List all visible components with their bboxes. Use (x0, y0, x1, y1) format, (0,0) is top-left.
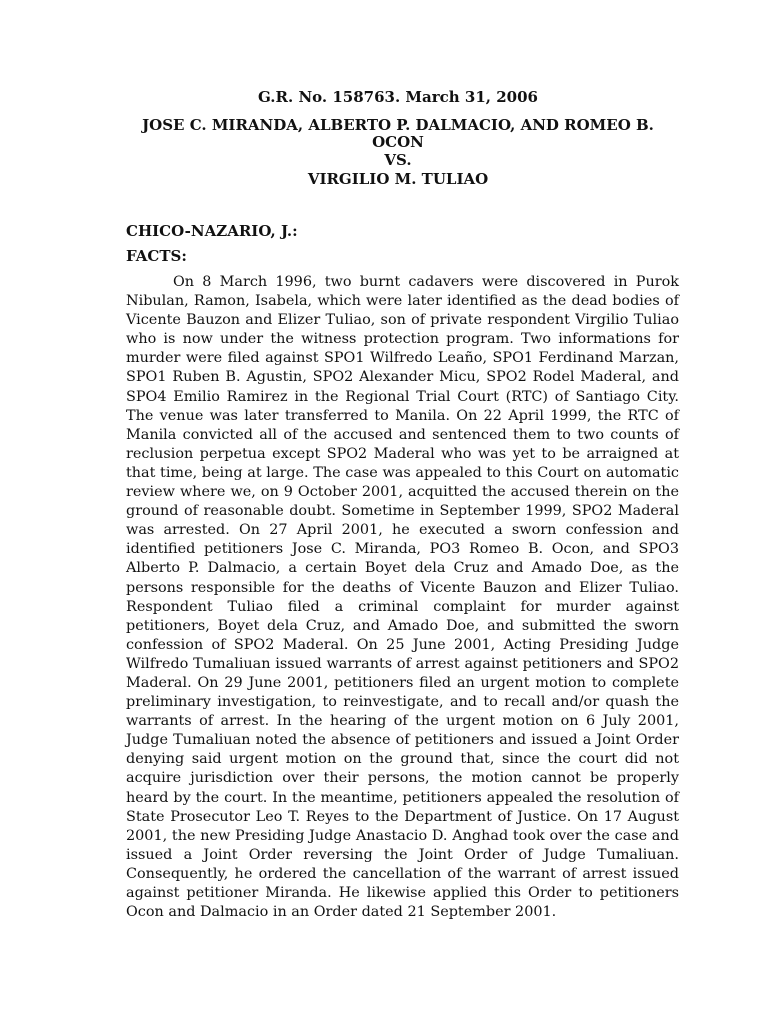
petitioners-line-2: OCON (372, 133, 424, 151)
case-number-date: G.R. No. 158763. March 31, 2006 (258, 88, 538, 106)
ponente: CHICO-NAZARIO, J.: (126, 222, 298, 240)
respondent-name: VIRGILIO M. TULIAO (307, 170, 489, 188)
facts-paragraph: On 8 March 1996, two burnt cadavers were discovered in Purok Nibulan, Ramon, Isabela, which were later identified as the dead bodies of Vicente Bauzon and Elizer Tuliao, son of private respondent Virgilio Tuliao who is now under the witness protection program. Two informations for murder were filed against SPO1 Wilfredo Leaño, SPO1 Ferdinand Marzan, SPO1 Ruben B. Agustin, SPO2 Alexander Micu, SPO2 Rodel Maderal, and SPO4 Emilio Ramirez in the Regional Trial Court (RTC) of Santiago City. The venue was later transferred to Manila. On 22 April 1999, the RTC of Manila convicted all of the accused and sentenced them to two counts of reclusion perpetua except SPO2 Maderal who was yet to be arraigned at that time, being at large. The case was appealed to this Court on automatic review where we, on 9 October 2001, acquitted the accused therein on the ground of reasonable doubt. Sometime in September 1999, SPO2 Maderal was arrested. On 27 April 2001, he executed a sworn confession and identified petitioners Jose C. Miranda, PO3 Romeo B. Ocon, and SPO3 Alberto P. Dalmacio, a certain Boyet dela Cruz and Amado Doe, as the persons responsible for the deaths of Vicente Bauzon and Elizer Tuliao. Respondent Tuliao filed a criminal complaint for murder against petitioners, Boyet dela Cruz, and Amado Doe, and submitted the sworn confession of SPO2 Maderal. On 25 June 2001, Acting Presiding Judge Wilfredo Tumaliuan issued warrants of arrest against petitioners and SPO2 Maderal. On 29 June 2001, petitioners filed an urgent motion to complete preliminary investigation, to reinvestigate, and to recall and/or quash the warrants of arrest. In the hearing of the urgent motion on 6 July 2001, Judge Tumaliuan noted the absence of petitioners and issued a Joint Order denying said urgent motion on the ground that, since the court did not acquire jurisdiction over their persons, the motion cannot be properly heard by the court. In the meantime, petitioners appealed the resolution of State Prosecutor Leo T. Reyes to the Department of Justice. On 17 August 2001, the new Presiding Judge Anastacio D. Anghad took over the case and issued a Joint Order reversing the Joint Order of Judge Tumaliuan. Consequently, he ordered the cancellation of the warrant of arrest issued against petitioner Miranda. He likewise applied this Order to petitioners Ocon and Dalmacio in an Order dated 21 September 2001. (126, 274, 679, 921)
facts-heading: FACTS: (126, 247, 187, 265)
petitioners-line-1: JOSE C. MIRANDA, ALBERTO P. DALMACIO, AND ROMEO B. (142, 116, 654, 134)
versus-label: VS. (384, 151, 412, 169)
